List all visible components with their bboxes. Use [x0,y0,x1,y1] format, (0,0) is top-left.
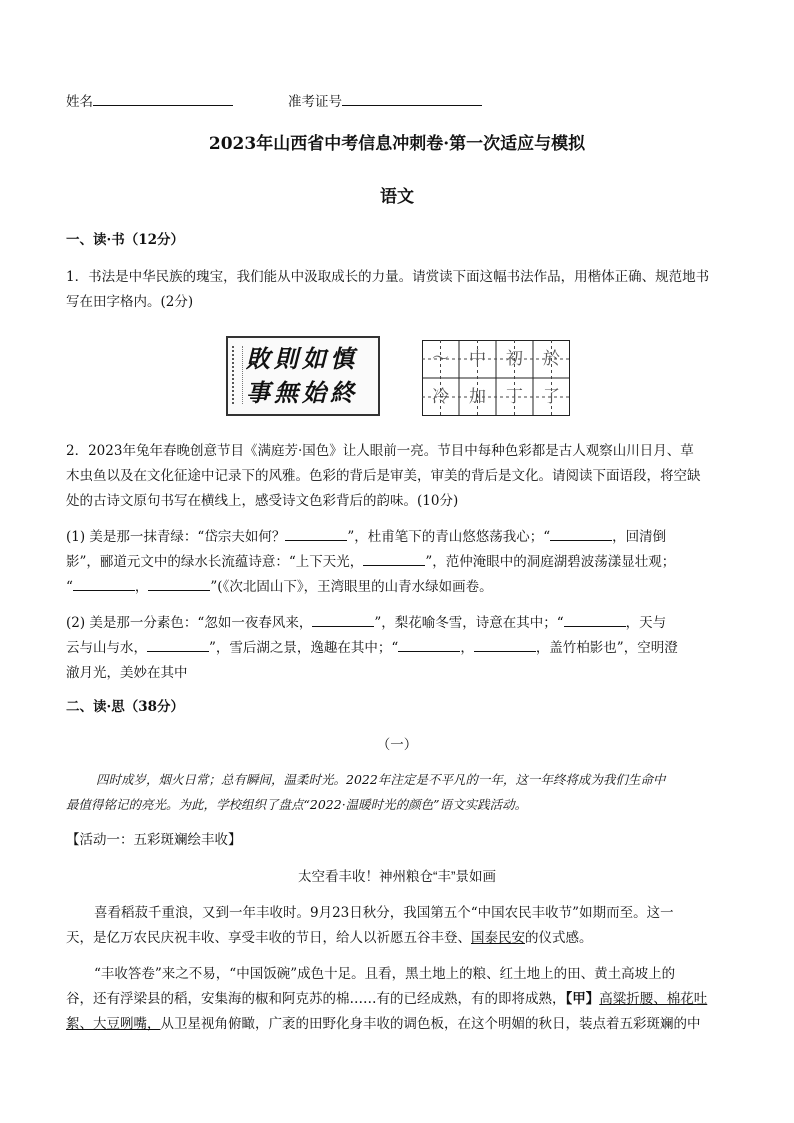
p1-line3: “ ， ”(《次北固山下》，王湾眼里的山青水绿如画卷。 [66,576,493,598]
grid-char: 於 [543,349,560,369]
para2-line2: 谷，还有浮梁县的稻，安集海的椒和阿克苏的棉……有的已经成熟，有的即将成熟，【甲】高粱折腰、棉花吐 [66,991,708,1007]
section1-heading: 一、读·书（12分） [66,232,184,248]
answer-blank[interactable] [73,576,135,591]
grid-row-bottom [422,384,570,410]
exam-number-label: 准考证号 [288,94,342,110]
grid-char: ～ [432,349,449,369]
answer-blank[interactable] [398,637,460,652]
seal-inscription [232,346,243,404]
underlined-phrase: 高粱折腰、棉花吐 [599,991,708,1007]
calligraphy-artwork [226,336,380,416]
p1-line2: 影”，郦道元文中的绿水长流蕴诗意：“上下天光， ”，范仲淹眼中的洞庭湖碧波荡漾显壮观； [66,551,675,573]
section2-heading: 二、读·思（38分） [66,699,184,715]
para2-line1: “丰收答卷”来之不易，“中国饭碗”成色十足。且看，黑土地上的粮、红土地上的田、黄土高坡上的 [94,966,676,982]
grid-row-top [422,346,570,372]
q2-line2: 木虫鱼以及在文化征途中记录下的风雅。色彩的背后是审美，审美的背后是文化。请阅读下面语段，将空缺 [66,468,701,484]
p2-line3: 澈月光，美妙在其中 [66,665,188,681]
answer-blank[interactable] [148,576,210,591]
activity-heading: 【活动一：五彩斑斓绘丰收】 [66,832,242,848]
calligraphy-char: 慎 [330,344,358,373]
q1-line2: 写在田字格内。(2分) [66,294,194,310]
grid-char: 丁 [506,387,523,407]
p1-line1: (1) 美是那一抹青绿：“岱宗夫如何？ ”，杜甫笔下的青山悠悠荡我心；“ ，回清倒 [66,526,666,548]
q1-line1: 1．书法是中华民族的瑰宝，我们能从中汲取成长的力量。请赏读下面这幅书法作品，用楷体正确、规范地书 [66,269,710,285]
calligraphy-char: 如 [302,344,330,373]
q2-line3: 处的古诗文原句书写在横线上，感受诗文色彩背后的韵味。(10分) [66,493,459,509]
subject-title: 语文 [380,187,414,207]
grid-char: 了 [543,387,560,407]
calligraphy-char: 則 [274,344,302,373]
answer-blank[interactable] [474,637,536,652]
p2-line1: (2) 美是那一分素色：“忽如一夜春风来， ”，梨花喻冬雪，诗意在其中；“ ，天与 [66,612,666,634]
para1-line2: 天，是亿万农民庆祝丰收、享受丰收的节日，给人以祈愿五谷丰登、国泰民安的仪式感。 [66,930,593,946]
calligraphy-char: 敗 [246,344,274,373]
underlined-phrase: 国泰民安 [471,930,525,946]
marker-jia: 【甲】 [565,991,600,1007]
intro-line1: 四时成岁，烟火日常；总有瞬间，温柔时光。2022年注定是不平凡的一年，这一年终将成为我们生命中 [96,772,666,787]
exam-number-input-line[interactable] [342,90,482,106]
intro-line2: 最值得铭记的亮光。为此，学校组织了盘点“2022·温暖时光的颜色”语文实践活动。 [66,797,528,812]
answer-blank[interactable] [312,612,374,627]
underlined-phrase: 絮、大豆咧嘴， [66,1016,161,1032]
answer-blank[interactable] [147,637,209,652]
grid-char: 中 [469,349,486,369]
page-title: 2023年山西省中考信息冲刺卷·第一次适应与模拟 [208,134,586,154]
exam-number-field [288,90,482,113]
p2-line2: 云与山与水， ”，雪后湖之景，逸趣在其中；“ ， ，盖竹柏影也”，空明澄 [66,637,678,659]
article-title: 太空看丰收！神州粮仓“丰”景如画 [298,869,496,884]
calligraphy-row-top [246,344,358,374]
calligraphy-row-bottom [246,378,358,408]
answer-blank[interactable] [564,612,626,627]
calligraphy-char: 無 [274,378,302,407]
answer-blank[interactable] [363,551,425,566]
calligraphy-char: 始 [302,378,330,407]
part-number: （一） [376,737,418,753]
para2-line3: 絮、大豆咧嘴，从卫星视角俯瞰，广袤的田野化身丰收的调色板，在这个明媚的秋日，装点着五彩斑斓的中 [66,1016,701,1032]
name-field [66,90,233,113]
calligraphy-char: 事 [246,378,274,407]
q2-line1: 2．2023年兔年春晚创意节目《满庭芳·国色》让人眼前一亮。节目中每种色彩都是古人观察山川日月、草 [66,443,694,459]
grid-char: 冷 [432,387,449,407]
grid-char: 初 [506,349,523,369]
answer-blank[interactable] [285,526,347,541]
grid-char: 加 [469,387,486,407]
para1-line1: 喜看稻菽千重浪，又到一年丰收时。9月23日秋分，我国第五个“中国农民丰收节”如期而至。这一 [94,905,674,921]
calligraphy-char: 終 [330,378,358,407]
name-label: 姓名 [66,94,93,110]
name-input-line[interactable] [93,90,233,106]
tianzige-grid[interactable] [422,340,570,416]
answer-blank[interactable] [550,526,612,541]
